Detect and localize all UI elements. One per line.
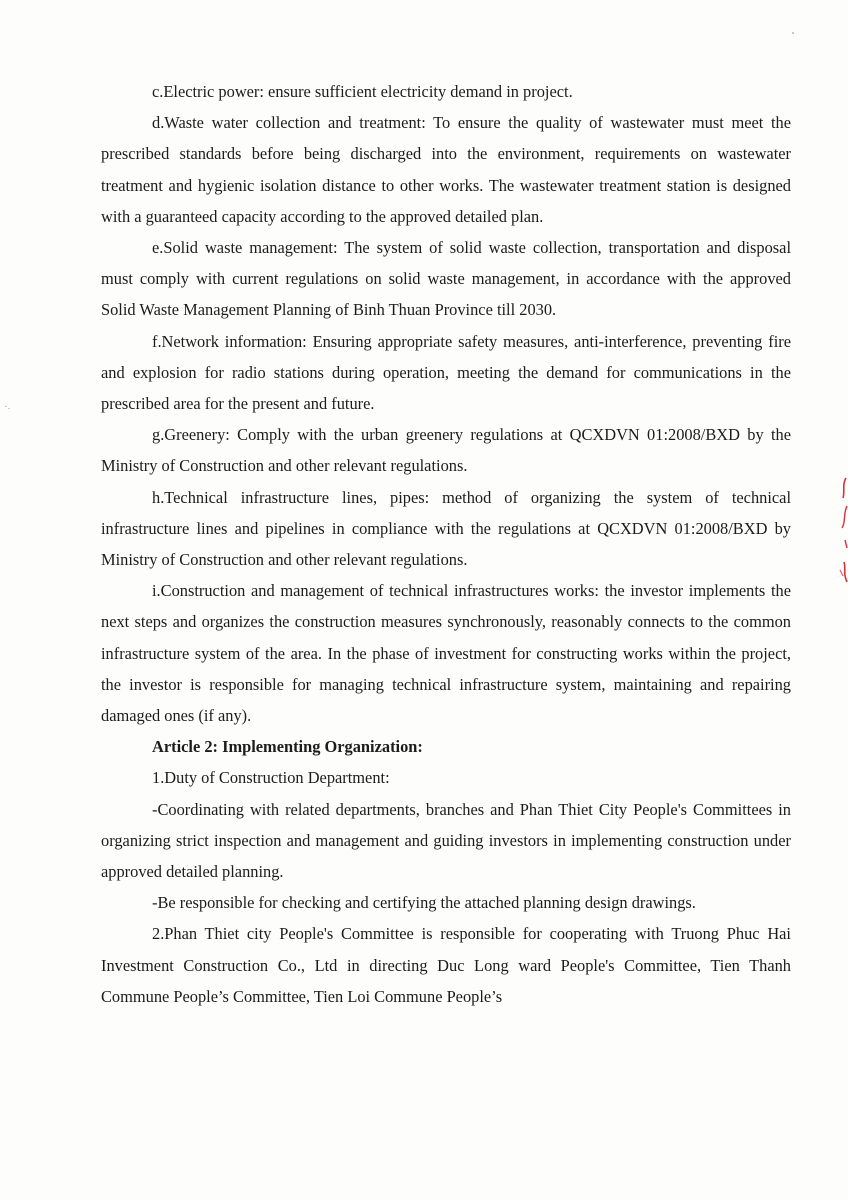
paragraph-construction-management: i.Construction and management of technical infrastructures works: the investor implements the next steps and organizes the construction measures synchronously, reasonably connects to the common infrastructure system of the area. In the phase of investment for constructing works within the project, the investor is responsible for managing technical infrastructure system, maintaining and repairing damaged ones (if any). bbox=[101, 581, 791, 726]
red-seal-fragment bbox=[834, 470, 848, 590]
paragraph-waste-water: d.Waste water collection and treatment: To ensure the quality of wastewater must meet the prescribed standards before being discharged into the environment, requirements on wastewater treatment and hygienic isolation distance to other works. The wastewater treatment station is designed with a guaranteed capacity according to the approved detailed plan. bbox=[101, 113, 791, 226]
paragraph-city-committee: 2.Phan Thiet city People's Committee is responsible for cooperating with Truong Phuc Hai Investment Construction Co., Ltd in directing Duc Long ward People's Committee, Tien Thanh Commune People’s Committee, Tien Loi Commune People’s bbox=[101, 924, 791, 1006]
paragraph-greenery: g.Greenery: Comply with the urban greenery regulations at QCXDVN 01:2008/BXD by the Ministry of Construction and other relevant regulations. bbox=[101, 425, 791, 476]
paragraph-duty-checking: -Be responsible for checking and certifying the attached planning design drawings. bbox=[152, 893, 696, 913]
scan-artifact-mark bbox=[4, 404, 12, 412]
paragraph-electric-power: c.Electric power: ensure sufficient electricity demand in project. bbox=[152, 82, 573, 101]
paragraph-solid-waste: e.Solid waste management: The system of solid waste collection, transportation and disposal must comply with current regulations on solid waste management, in accordance with the approved Solid Waste Management Planning of Binh Thuan Province till 2030. bbox=[101, 238, 791, 320]
document-body bbox=[101, 76, 791, 1012]
paragraph-network-information: f.Network information: Ensuring appropriate safety measures, anti-interference, preventing fire and explosion for radio stations during operation, meeting the demand for communications in the prescribed area for the present and future. bbox=[101, 331, 791, 414]
paragraph-duty-construction-department: 1.Duty of Construction Department: bbox=[152, 768, 390, 788]
paragraph-duty-coordinating: -Coordinating with related departments, branches and Phan Thiet City People's Committees in organizing strict inspection and management and guiding investors in implementing construction under approved detailed planning. bbox=[101, 799, 791, 882]
scan-speck bbox=[792, 32, 794, 34]
article-2-heading: Article 2: Implementing Organization: bbox=[152, 737, 423, 757]
paragraph-infrastructure-lines: h.Technical infrastructure lines, pipes: method of organizing the system of technical infrastructure lines and pipelines in compliance with the regulations at QCXDVN 01:2008/BXD by Ministry of Construction and other relevant regulations. bbox=[101, 487, 791, 570]
